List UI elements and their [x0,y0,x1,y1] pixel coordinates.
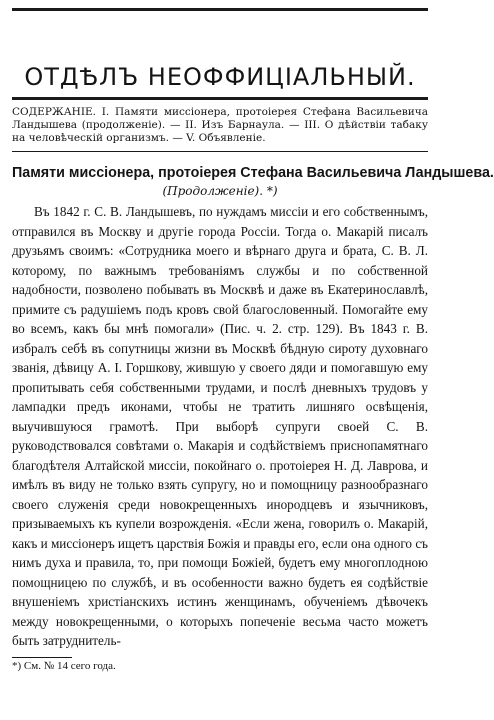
contents-rule [12,151,428,152]
section-title: ОТДѢЛЪ НЕОФФИЦІАЛЬНЫЙ. [24,63,416,91]
newspaper-page [12,8,494,672]
article-body: Въ 1842 г. С. В. Ландышевъ, по нуждамъ миссіи и его собственнымъ, отправился въ Москву и другіе города Россіи. Тогда о. Макарій писалъ друзьямъ своимъ: «Сотрудника моего и вѣрнаго друга и брата, С. В. Л. которому, по важнымъ требованіямъ службы и по собственной надобности, позволено побывать въ Москвѣ и даже въ Екатеринославлѣ, примите съ радушіемъ подъ кровъ свой благословенный. Помогайте ему во всемъ, какъ бы мнѣ помогали» (Пис. ч. 2. стр. 129). Въ 1843 г. В. избралъ себѣ въ сопутницы жизни въ Москвѣ бѣдную сироту духовнаго званія, дѣвицу А. І. Горшкову, жившую у своего дяди и помогавшую ему пропитывать себя собственными трудами, и послѣ дневныхъ трудовъ у лампадки предъ иконами, чтобы не тратить лишняго освѣщенія, выучившуюся грамотѣ. При выборѣ супруги своей С. В. руководствовался совѣтами о. Макарія и содѣйствіемъ приснопамятнаго благодѣтеля Алтайской миссіи, покойнаго о. протоіерея Н. Д. Лаврова, и имѣлъ въ виду не только взять супругу, но и помощницу разнообразнаго своего служенія среди новокрещенныхъ инородцевъ и язычниковъ, призываемыхъ къ купели возрожденія. «Если жена, говорилъ о. Макарій, какъ и миссіонеръ ищетъ царствія Божія и правды его, если она одного съ нимъ духа и правила, то, при помощи Божіей, будетъ ему многоплодною помощницею по службѣ, и въ особенности важно будетъ ея содѣйствіе внушеніемъ христіанскихъ истинъ женщинамъ, обученіемъ дѣвочекъ между новокрещенными, о которыхъ попеченіе весьма часто можетъ быть затруднитель- [12,204,428,648]
contents-text: I. Памяти миссіонера, протоіерея Стефана Васильевича Ландышева (продолженіе). — II. Изъ Барнаула. — III. О дѣйствіи табаку на человѣческій организмъ. — V. Объявленіе. [12,106,428,144]
contents-label: СОДЕРЖАНІЕ. [12,106,96,118]
footnote-rule [12,657,72,658]
table-of-contents [12,106,428,145]
article-title: Памяти миссіонера, протоіерея Стефана Васильевича Ландышева. [12,165,494,181]
top-rule [12,8,428,11]
footnote: *) См. № 14 сего года. [12,659,116,672]
article-subtitle: (Продолженіе). *) [162,184,278,198]
section-rule [12,97,428,100]
